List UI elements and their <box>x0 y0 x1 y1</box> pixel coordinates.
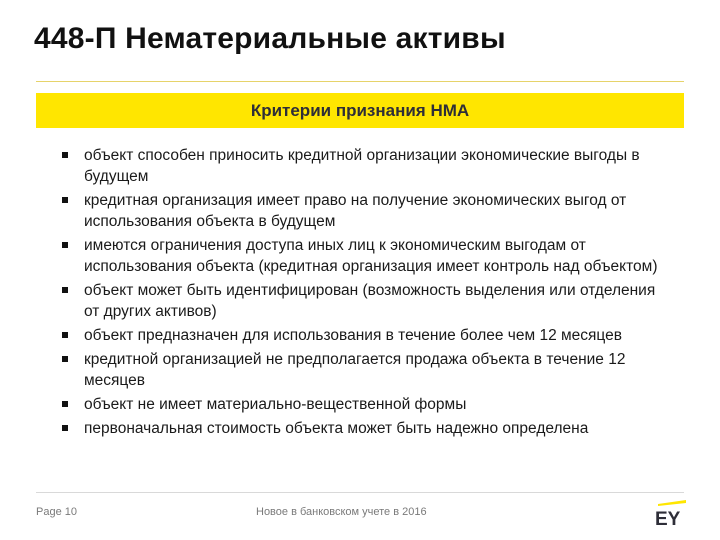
list-item <box>62 280 662 322</box>
list-item <box>62 190 662 232</box>
list-item-text: объект предназначен для использования в течение более чем 12 месяцев <box>84 327 622 344</box>
bullet-square-icon <box>62 197 68 203</box>
list-item-text: объект может быть идентифицирован (возможность выделения или отделения от других активов) <box>84 282 656 320</box>
bullet-square-icon <box>62 425 68 431</box>
banner-title: Критерии признания НМА <box>250 100 470 120</box>
list-item-text: кредитной организацией не предполагается продажа объекта в течение 12 месяцев <box>84 351 626 389</box>
bullet-square-icon <box>62 287 68 293</box>
list-item-text: первоначальная стоимость объекта может быть надежно определена <box>84 420 589 437</box>
list-item <box>62 235 662 277</box>
list-item-text: объект не имеет материально-вещественной формы <box>84 396 467 413</box>
list-item <box>62 349 662 391</box>
bullet-square-icon <box>62 332 68 338</box>
list-item-text: имеются ограничения доступа иных лиц к экономическим выгодам от использования объекта (кредитная организация имеет контроль над объектом) <box>84 237 658 275</box>
list-item <box>62 394 662 415</box>
criteria-banner <box>36 93 684 128</box>
list-item-text: объект способен приносить кредитной организации экономические выгоды в будущем <box>84 147 640 185</box>
footer-caption: Новое в банковском учете в 2016 <box>256 506 427 518</box>
page-number: Page 10 <box>36 506 77 518</box>
bullet-square-icon <box>62 356 68 362</box>
criteria-list <box>62 145 662 442</box>
bullet-square-icon <box>62 242 68 248</box>
ey-logo-text: EY <box>655 509 681 526</box>
ey-logo-beam <box>658 500 686 506</box>
list-item <box>62 325 662 346</box>
list-item <box>62 418 662 439</box>
page-title: 448-П Нематериальные активы <box>34 22 506 55</box>
list-item <box>62 145 662 187</box>
ey-logo-icon <box>654 500 688 526</box>
bullet-square-icon <box>62 401 68 407</box>
title-divider <box>36 81 684 82</box>
footer-divider <box>36 492 684 493</box>
bullet-square-icon <box>62 152 68 158</box>
list-item-text: кредитная организация имеет право на получение экономических выгод от использования объекта в будущем <box>84 192 627 230</box>
